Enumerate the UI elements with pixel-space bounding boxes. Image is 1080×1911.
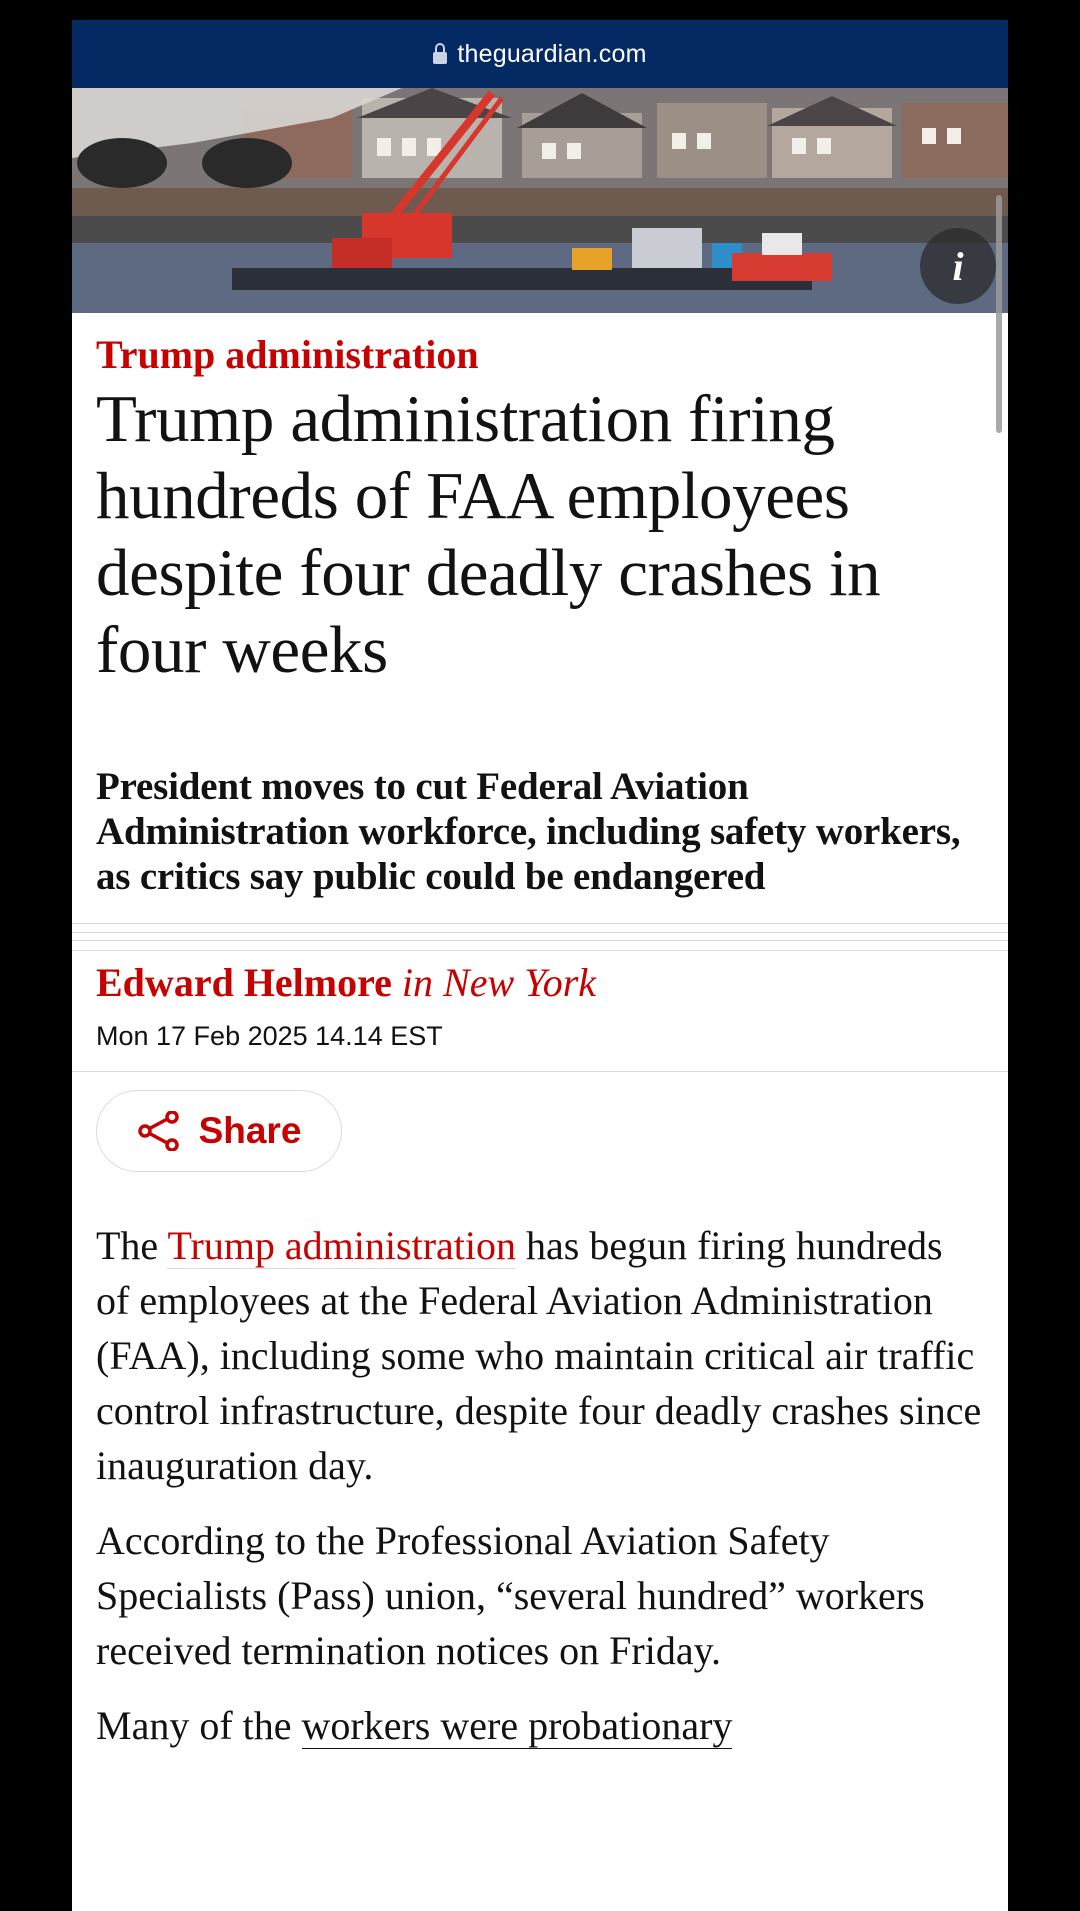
info-icon: i — [952, 243, 964, 289]
publish-date: Mon 17 Feb 2025 14.14 EST — [96, 1021, 443, 1051]
hero-image[interactable] — [72, 88, 1008, 313]
address-bar[interactable] — [72, 20, 1008, 88]
inline-link-trump-administration[interactable]: Trump administration — [167, 1223, 517, 1268]
article-content — [72, 331, 1008, 1753]
author-link[interactable]: Edward Helmore — [96, 960, 392, 1005]
lock-icon — [433, 52, 447, 64]
image-info-button[interactable] — [920, 228, 996, 304]
paragraph — [96, 1218, 984, 1493]
paragraph: According to the Professional Aviation Safety Specialists (Pass) union, “several hundred” workers received termination notices on Friday. — [96, 1518, 925, 1673]
share-label: Share — [198, 1110, 302, 1151]
article-standfirst: President moves to cut Federal Aviation Administration workforce, including safety workers, as critics say public could be endangered — [96, 765, 961, 898]
paragraph-text: The — [96, 1223, 168, 1268]
paragraph — [96, 1698, 984, 1753]
article-body — [96, 1218, 984, 1753]
divider — [72, 1071, 1008, 1072]
browser-page — [72, 20, 1008, 1911]
url-text: theguardian.com — [457, 39, 647, 68]
share-button[interactable] — [96, 1090, 342, 1172]
paragraph-text: Many of the — [96, 1703, 302, 1748]
divider — [72, 923, 1008, 951]
hero-image-illustration — [72, 88, 1008, 313]
section-kicker-link[interactable]: Trump administration — [96, 332, 479, 377]
byline — [96, 957, 984, 1009]
byline-location: in New York — [401, 960, 597, 1005]
paragraph-text: has begun firing hundreds of employees at the Federal Aviation Administration (FAA), including some who maintain critical air traffic control infrastructure, despite four deadly crashes since inauguration day. — [96, 1223, 982, 1488]
article-headline: Trump administration firing hundreds of FAA employees despite four deadly crashes in four weeks — [96, 382, 881, 687]
scrollbar[interactable] — [996, 195, 1002, 433]
inline-link-probationary[interactable]: workers were probationary — [301, 1703, 733, 1748]
share-icon — [137, 1111, 181, 1151]
